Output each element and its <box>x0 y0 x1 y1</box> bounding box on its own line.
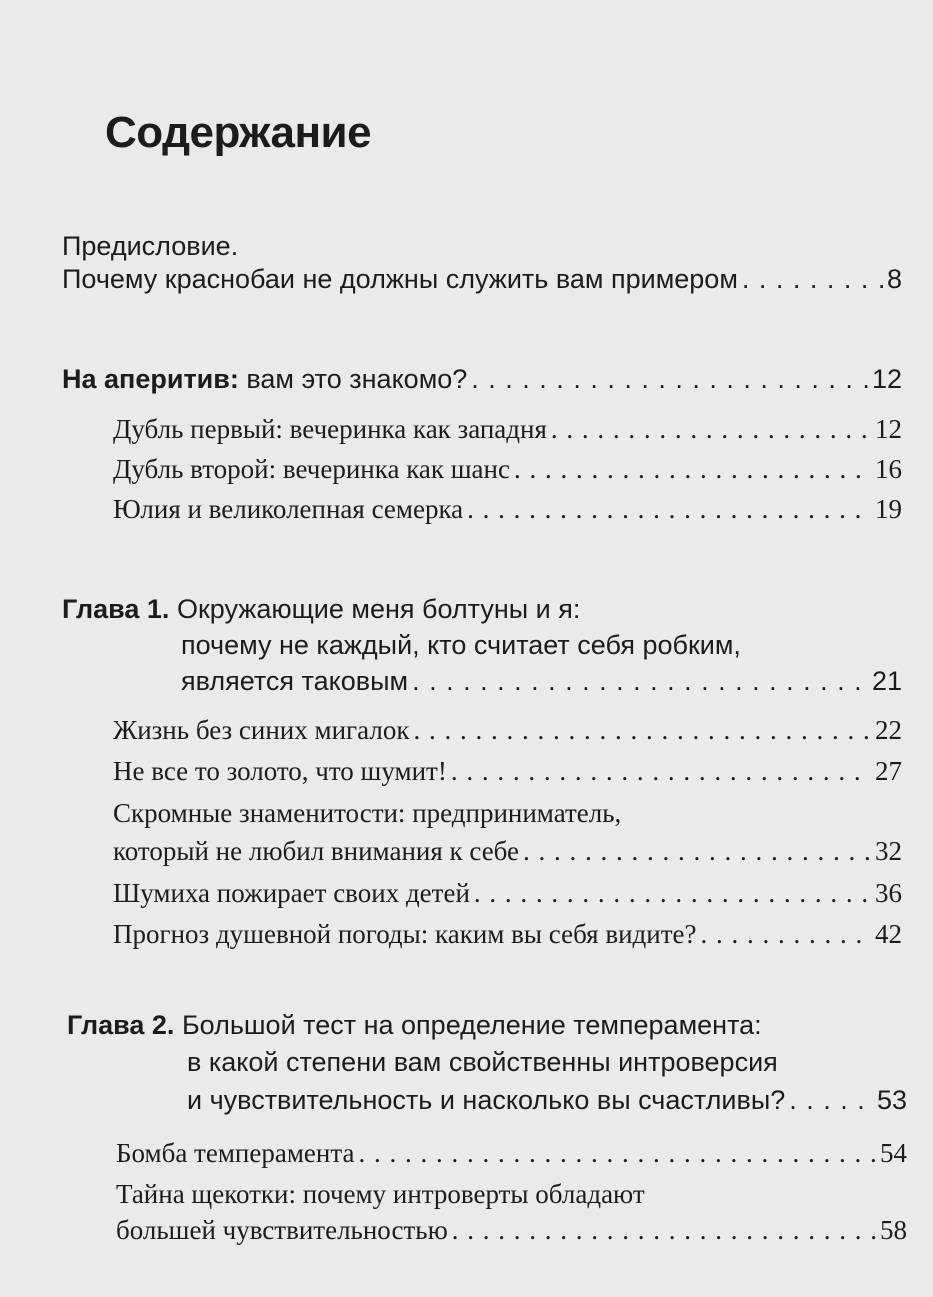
page-number: 53 <box>876 1085 907 1115</box>
toc-entry-preface <box>62 266 902 293</box>
entry-title: Юлия и великолепная семерка <box>113 494 464 524</box>
leader-dots <box>358 1140 876 1167</box>
page-number: 32 <box>875 836 902 866</box>
leader-dots <box>551 416 871 443</box>
toc-entry <box>116 1140 907 1167</box>
chapter-title-line: в какой степени вам свойственны интроверсия <box>187 1047 778 1077</box>
toc-entry-chapter2 <box>187 1087 907 1114</box>
page-number: 58 <box>880 1215 907 1245</box>
preface-label: Предисловие. <box>62 231 239 261</box>
entry-title-line: Тайна щекотки: почему интроверты обладают <box>116 1179 645 1209</box>
page-number: 19 <box>875 494 902 524</box>
chapter-label: Глава 2. <box>67 1010 175 1040</box>
toc-entry-aperitif <box>62 366 902 393</box>
leader-dots <box>451 758 871 785</box>
entry-title: Не все то золото, что шумит! <box>113 756 447 786</box>
toc-entry <box>113 496 902 523</box>
page-number: 54 <box>880 1138 907 1168</box>
section-label: На аперитив: <box>62 364 239 394</box>
entry-title: Дубль второй: вечеринка как шанс <box>113 454 510 484</box>
entry-title: большей чувствительностью <box>116 1215 448 1245</box>
entry-title: вам это знакомо? <box>246 364 468 394</box>
leader-dots <box>452 1217 876 1244</box>
leader-dots <box>467 496 871 523</box>
leader-dots <box>471 366 868 393</box>
page-number: 36 <box>875 878 902 908</box>
leader-dots <box>474 880 871 907</box>
toc-entry <box>113 838 902 865</box>
page-number: 12 <box>875 414 902 444</box>
leader-dots <box>789 1087 873 1114</box>
entry-title: Прогноз душевной погоды: каким вы себя видите? <box>113 919 697 949</box>
page-number: 8 <box>886 264 902 294</box>
toc-entry <box>113 416 902 443</box>
chapter-heading <box>62 596 580 623</box>
page-number: 16 <box>875 454 902 484</box>
chapter-title-line: является таковым <box>181 666 409 696</box>
toc-entry <box>113 880 902 907</box>
toc-entry-chapter1 <box>181 668 902 695</box>
toc-entry <box>113 921 902 948</box>
chapter-label: Глава 1. <box>62 594 170 624</box>
page-number: 22 <box>875 715 902 745</box>
page-number: 12 <box>871 364 902 394</box>
page-number: 42 <box>875 919 902 949</box>
page-number: 21 <box>871 666 902 696</box>
chapter-title-line: и чувствительность и насколько вы счастливы? <box>187 1085 786 1115</box>
leader-dots <box>523 838 871 865</box>
entry-title: Почему краснобаи не должны служить вам примером <box>62 264 738 294</box>
toc-entry <box>116 1217 907 1244</box>
toc-entry <box>113 758 902 785</box>
page-title: Содержание <box>105 108 372 157</box>
leader-dots <box>413 717 871 744</box>
toc-entry <box>113 456 902 483</box>
toc-entry <box>113 717 902 744</box>
chapter-title: Окружающие меня болтуны и я: <box>176 594 581 624</box>
chapter-heading <box>67 1012 762 1039</box>
page-number: 27 <box>875 756 902 786</box>
entry-title-line: Скромные знаменитости: предприниматель, <box>113 798 622 828</box>
entry-title: Жизнь без синих мигалок <box>113 715 410 745</box>
entry-title: Бомба темперамента <box>116 1138 355 1168</box>
entry-title: Дубль первый: вечеринка как западня <box>113 414 547 444</box>
chapter-title: Большой тест на определение темперамента: <box>181 1010 762 1040</box>
entry-title: Шумиха пожирает своих детей <box>113 878 470 908</box>
leader-dots <box>412 668 868 695</box>
chapter-title-line: почему не каждый, кто считает себя робким, <box>181 630 741 660</box>
leader-dots <box>514 456 871 483</box>
entry-title: который не любил внимания к себе <box>113 836 520 866</box>
leader-dots <box>700 921 871 948</box>
leader-dots <box>742 266 883 293</box>
